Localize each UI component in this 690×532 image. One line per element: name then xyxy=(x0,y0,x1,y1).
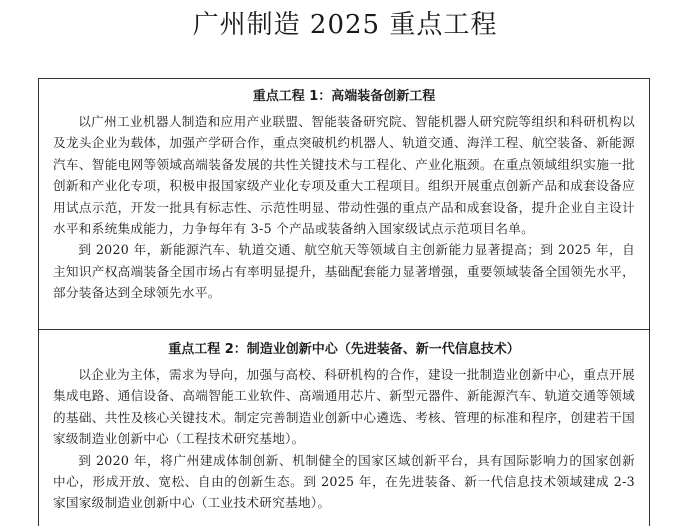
page-title: 广州制造 2025 重点工程 xyxy=(192,10,498,40)
paragraph: 以广州工业机器人制造和应用产业联盟、智能装备研究院、智能机器人研究院等组织和科研机构以及龙头企业为载体，加强产学研合作，重点突破机约机器人、轨道交通、海洋工程、航空装备、新能源汽车、智能电网等领域高端装备发展的共性关键技术与工程化、产业化瓶颈。在重点领域组织实施一批创新和产业化专项，积极申报国家级产业化专项及重大工程项目。组织开展重点创新产品和成套设备应用试点示范，开发一批具有标志性、示范性明显、带动性强的重点产品和成套设备，提升企业自主设计水平和系统集成能力，力争每年有 3-5 个产品或装备纳入国家级试点示范项目名单。 xyxy=(53,114,635,237)
section-title: 重点工程 2：制造业创新中心（先进装备、新一代信息技术） xyxy=(168,342,520,357)
paragraph: 到 2020 年，将广州建成体制创新、机制健全的国家区域创新平台，具有国际影响力的国家创新中心，形成开放、宽松、自由的创新生态。到 2025 年，在先进装备、新一代信息技术领域建成 2-3 家国家级制造业创新中心（工业技术研究基地）。 xyxy=(53,452,635,511)
key-projects-box xyxy=(38,78,650,526)
paragraph: 到 2020 年，新能源汽车、轨道交通、航空航天等领域自主创新能力显著提高；到 2025 年，自主知识产权高端装备全国市场占有率明显提升，基础配套能力显著增强，重要领域装备全国领先水平，部分装备达到全球领先水平。 xyxy=(53,242,635,301)
project-section-1 xyxy=(39,79,649,330)
section-title: 重点工程 1：高端装备创新工程 xyxy=(252,89,436,104)
project-section-2 xyxy=(39,330,649,527)
paragraph: 以企业为主体，需求为导向，加强与高校、科研机构的合作，建设一批制造业创新中心，重点开展集成电路、通信设备、高端智能工业软件、高端通用芯片、新型元器件、新能源汽车、轨道交通等领域的基础、共性及核心关键技术。制定完善制造业创新中心遴选、考核、管理的标准和程序，创建若干国家级制造业创新中心（工程技术研究基地）。 xyxy=(53,367,635,447)
